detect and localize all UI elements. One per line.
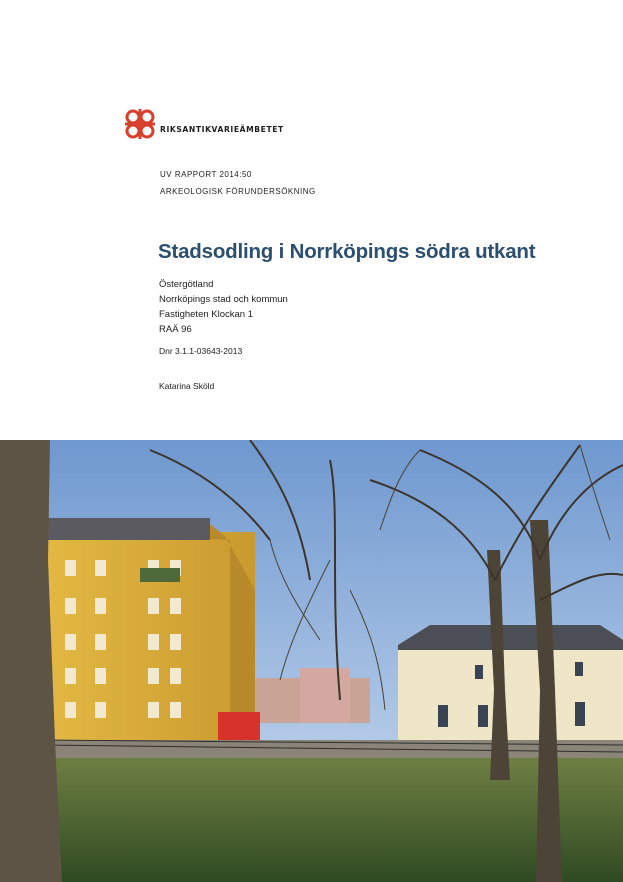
cream-building xyxy=(398,645,623,745)
organization-logo xyxy=(123,107,284,141)
detail-municipality: Norrköpings stad och kommun xyxy=(159,294,288,305)
report-details xyxy=(159,277,288,337)
registration-number: Dnr 3.1.1-03643-2013 xyxy=(159,346,243,356)
detail-raa-number: RAÄ 96 xyxy=(159,324,192,335)
red-container xyxy=(218,712,260,740)
report-number: UV RAPPORT 2014:50 xyxy=(160,170,252,179)
report-title: Stadsodling i Norrköpings södra utkant xyxy=(158,240,536,263)
report-type: ARKEOLOGISK FÖRUNDERSÖKNING xyxy=(160,187,316,196)
author-name: Katarina Sköld xyxy=(159,381,215,391)
detail-property: Fastigheten Klockan 1 xyxy=(159,309,254,320)
raa-quatrefoil-logo-icon xyxy=(123,107,157,141)
cover-photo xyxy=(0,440,623,882)
organization-name: RIKSANTIKVARIEÄMBETET xyxy=(160,124,284,134)
detail-county: Östergötland xyxy=(159,279,214,290)
